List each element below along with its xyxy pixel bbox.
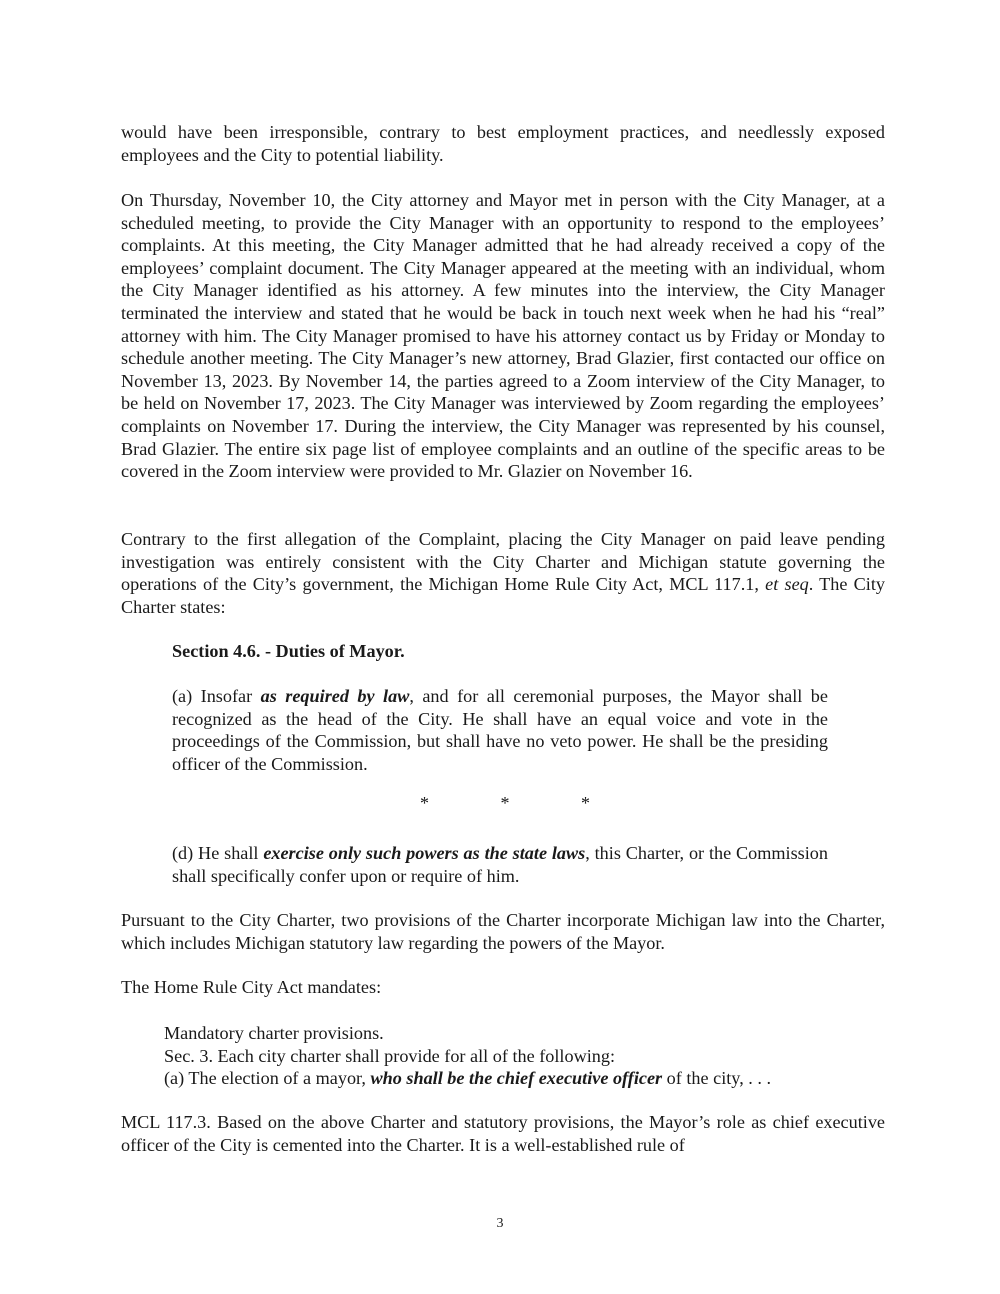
quote-line-clause-a — [164, 1067, 864, 1090]
clause-a-emphasis: as required by law — [260, 686, 410, 706]
paragraph-charter-consistency — [121, 528, 885, 618]
paragraph-charter-text: Contrary to the first allegation of the Complaint, placing the City Manager on paid leave pending investigation was entirely consistent with the City Charter and Michigan statute governing the operations of the City’s government, the Michigan Home Rule City Act, MCL 117.1, — [121, 529, 885, 595]
section-heading — [172, 640, 828, 663]
clause-a-text: (a) Insofar — [172, 686, 261, 706]
paragraph-liability: would have been irresponsible, contrary to best employment practices, and needlessly exposed employees and the City to potential liability. — [121, 122, 885, 165]
clause-d-emphasis: exercise only such powers as the state laws — [263, 843, 586, 863]
clause-d-text: (d) He shall — [172, 843, 264, 863]
page-number: 3 — [496, 1216, 504, 1231]
quote-line-heading: Mandatory charter provisions. — [164, 1023, 384, 1043]
paragraph-meeting-timeline: On Thursday, November 10, the City attorney and Mayor met in person with the City Manager, at a scheduled meeting, to provide the City Manager with an opportunity to respond to the employees’ complaints. At this meeting, the City Manager admitted that he had already received a copy of the employees’ complaint document. The City Manager appeared at the meeting with an individual, whom the City Manager identified as his attorney. A few minutes into the interview, the City Manager terminated the interview and stated that he would be back in touch next week when he had his “real” attorney with him. The City Manager promised to have his attorney contact us by Friday or Monday to schedule another meeting. The City Manager’s new attorney, Brad Glazier, first contacted our office on November 13, 2023. By November 14, the parties agreed to a Zoom interview of the City Manager, to be held on November 17, 2023. The City Manager was interviewed by Zoom regarding the employees’ complaints on November 17. During the interview, the City Manager was represented by his counsel, Brad Glazier. The entire six page list of employee complaints and an outline of the specific areas to be covered in the Zoom interview were provided to Mr. Glazier on November 16. — [121, 190, 885, 482]
star-3: * — [581, 793, 590, 813]
section-heading-text: Section 4.6. - Duties of Mayor. — [172, 641, 405, 661]
clause-a-text-end: , and for all ceremonial purposes, the Mayor shall be recognized as the head of the City. He shall have an equal voice and vote in the proceedings of the Commission, but shall have no veto power. He shall be the presiding officer of the Commission. — [172, 686, 828, 774]
paragraph-pursuant: Pursuant to the City Charter, two provisions of the Charter incorporate Michigan law into the Charter, which includes Michigan statutory law regarding the powers of the Mayor. — [121, 910, 885, 953]
star-1: * — [420, 793, 429, 813]
star-2: * — [500, 793, 510, 813]
quote-clause-text: (a) The election of a mayor, — [164, 1068, 371, 1089]
clause-d-text-end: , this Charter, or the Commission shall specifically confer upon or require of him. — [172, 843, 828, 886]
section-clause-d — [172, 842, 828, 887]
quote-line-section: Sec. 3. Each city charter shall provide for all of the following: — [164, 1045, 616, 1066]
paragraph-mcl-conclusion: MCL 117.3. Based on the above Charter and statutory provisions, the Mayor’s role as chief executive officer of the City is cemented into the Charter. It is a well-established rule of — [121, 1112, 885, 1155]
paragraph-charter-text-end: . The City Charter states: — [121, 574, 885, 617]
ellipsis-stars — [420, 793, 590, 814]
statute-quote — [164, 1022, 864, 1090]
section-clause-a — [172, 685, 828, 775]
quote-clause-text-end: of the city, . . . — [662, 1068, 772, 1089]
quote-clause-emphasis: who shall be the chief executive officer — [370, 1068, 663, 1089]
et-seq-italic: et seq — [765, 574, 809, 595]
paragraph-home-rule: The Home Rule City Act mandates: — [121, 977, 382, 997]
